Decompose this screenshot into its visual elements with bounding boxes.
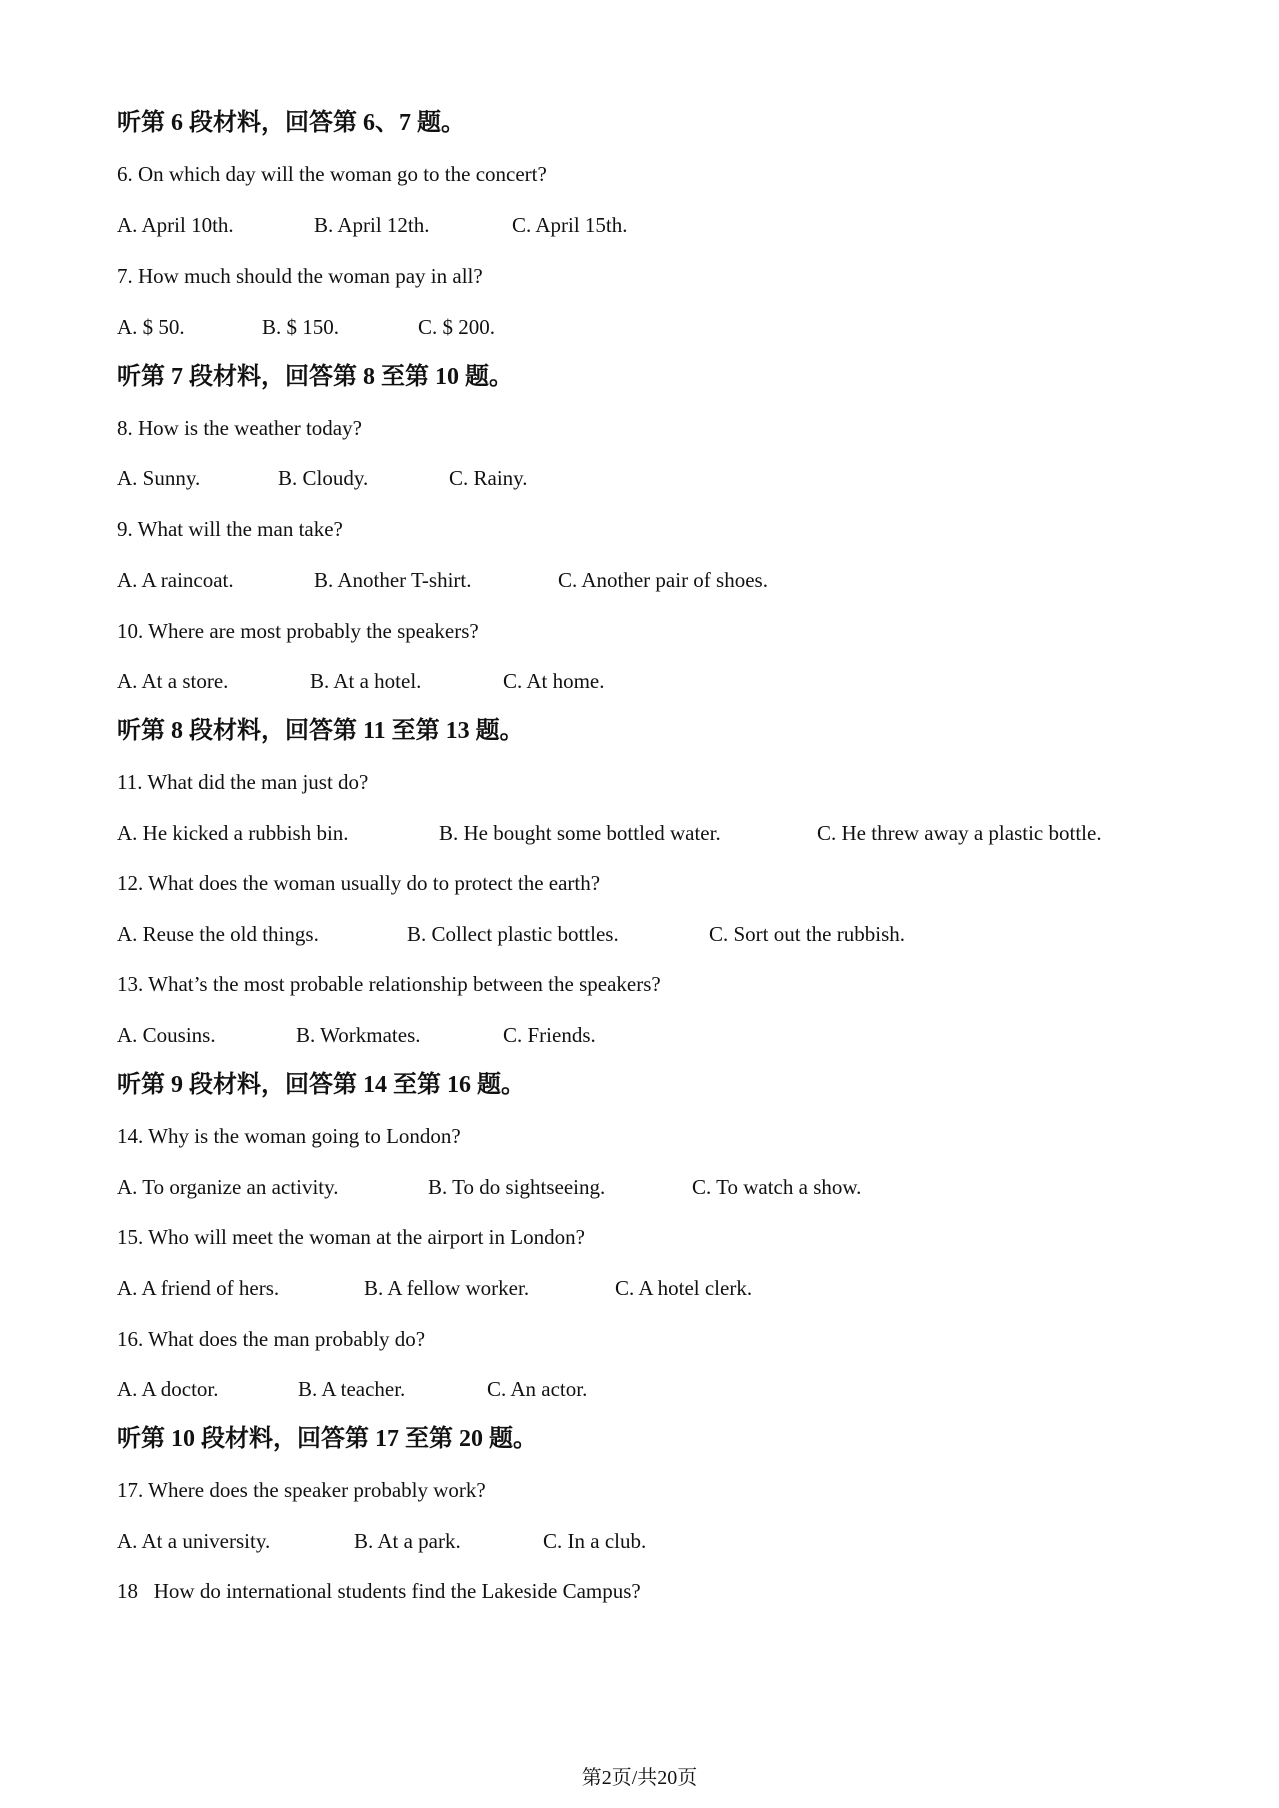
option-b: B. A fellow worker. bbox=[364, 1276, 530, 1300]
option-c: C. To watch a show. bbox=[692, 1175, 862, 1199]
option-a: A. April 10th. bbox=[117, 213, 234, 237]
option-a: A. At a university. bbox=[117, 1529, 271, 1553]
option-a: A. At a store. bbox=[117, 669, 229, 693]
question-text: 14. Why is the woman going to London? bbox=[117, 1124, 461, 1148]
option-c: C. He threw away a plastic bottle. bbox=[817, 821, 1102, 845]
page-number: 第2页/共20页 bbox=[581, 1767, 698, 1789]
option-a: A. $ 50. bbox=[117, 315, 185, 339]
section-heading: 听第 6 段材料，回答第 6、7 题。 bbox=[117, 110, 465, 136]
option-a: A. A doctor. bbox=[117, 1377, 219, 1401]
option-b: B. $ 150. bbox=[262, 315, 340, 339]
question-text: 16. What does the man probably do? bbox=[117, 1327, 426, 1351]
option-a: A. He kicked a rubbish bin. bbox=[117, 821, 349, 845]
question-text: 10. Where are most probably the speakers? bbox=[117, 619, 479, 643]
option-c: C. A hotel clerk. bbox=[615, 1276, 753, 1300]
option-c: C. Rainy. bbox=[449, 466, 528, 490]
option-c: C. An actor. bbox=[487, 1377, 588, 1401]
section-heading: 听第 9 段材料，回答第 14 至第 16 题。 bbox=[117, 1072, 525, 1098]
option-b: B. To do sightseeing. bbox=[428, 1175, 606, 1199]
question-text: 7. How much should the woman pay in all? bbox=[117, 264, 483, 288]
question-text: 11. What did the man just do? bbox=[117, 770, 369, 794]
option-b: B. April 12th. bbox=[314, 213, 430, 237]
option-a: A. Cousins. bbox=[117, 1023, 216, 1047]
section-heading: 听第 7 段材料，回答第 8 至第 10 题。 bbox=[117, 364, 513, 390]
option-a: A. Reuse the old things. bbox=[117, 922, 319, 946]
option-c: C. At home. bbox=[503, 669, 605, 693]
option-c: C. Sort out the rubbish. bbox=[709, 922, 906, 946]
option-a: A. A friend of hers. bbox=[117, 1276, 280, 1300]
option-c: C. Another pair of shoes. bbox=[558, 568, 768, 592]
option-b: B. Another T-shirt. bbox=[314, 568, 472, 592]
option-b: B. At a park. bbox=[354, 1529, 461, 1553]
option-b: B. At a hotel. bbox=[310, 669, 422, 693]
question-text: 9. What will the man take? bbox=[117, 517, 343, 541]
option-c: C. In a club. bbox=[543, 1529, 647, 1553]
question-text: 18 How do international students find the Lakeside Campus? bbox=[117, 1579, 641, 1603]
question-text: 17. Where does the speaker probably work? bbox=[117, 1478, 486, 1502]
option-b: B. A teacher. bbox=[298, 1377, 406, 1401]
option-b: B. He bought some bottled water. bbox=[439, 821, 721, 845]
question-text: 15. Who will meet the woman at the airport in London? bbox=[117, 1225, 585, 1249]
section-heading: 听第 10 段材料，回答第 17 至第 20 题。 bbox=[117, 1426, 537, 1452]
option-b: B. Workmates. bbox=[296, 1023, 421, 1047]
option-a: A. Sunny. bbox=[117, 466, 201, 490]
question-text: 13. What’s the most probable relationship between the speakers? bbox=[117, 972, 661, 996]
question-text: 8. How is the weather today? bbox=[117, 416, 362, 440]
option-c: C. Friends. bbox=[503, 1023, 596, 1047]
section-heading: 听第 8 段材料，回答第 11 至第 13 题。 bbox=[117, 718, 524, 744]
question-text: 12. What does the woman usually do to protect the earth? bbox=[117, 871, 601, 895]
option-c: C. $ 200. bbox=[418, 315, 496, 339]
option-a: A. To organize an activity. bbox=[117, 1175, 339, 1199]
option-c: C. April 15th. bbox=[512, 213, 628, 237]
question-text: 6. On which day will the woman go to the concert? bbox=[117, 162, 547, 186]
option-b: B. Collect plastic bottles. bbox=[407, 922, 619, 946]
option-b: B. Cloudy. bbox=[278, 466, 369, 490]
option-a: A. A raincoat. bbox=[117, 568, 234, 592]
